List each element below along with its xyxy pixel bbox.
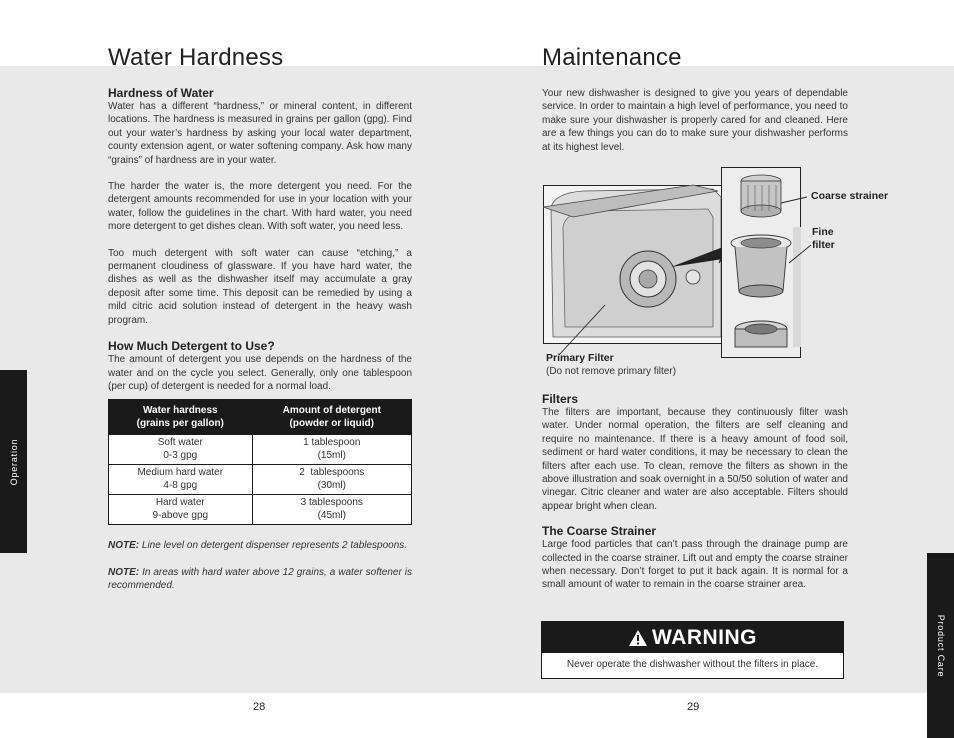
header-text: Amount of detergent bbox=[282, 405, 381, 417]
detergent-table bbox=[108, 399, 412, 525]
cell-text: 3 tablespoons bbox=[300, 497, 363, 509]
figure-label-text: Fine bbox=[812, 226, 834, 238]
cell-text: 1 tablespoon bbox=[303, 437, 361, 449]
header-text: (grains per gallon) bbox=[136, 418, 224, 430]
table-cell bbox=[252, 435, 411, 465]
detergent-cap-icon bbox=[686, 270, 700, 284]
table-row bbox=[109, 435, 412, 465]
figure-label-fine-filter bbox=[812, 226, 835, 252]
cell-text: (30ml) bbox=[317, 479, 346, 491]
table-row bbox=[109, 495, 412, 525]
note-text: In areas with hard water above 12 grains, a water softener is recommended. bbox=[108, 566, 412, 592]
note-line-level bbox=[108, 539, 412, 552]
warning-header bbox=[542, 622, 843, 653]
cell-text: (15ml) bbox=[317, 449, 346, 461]
paragraph-hardness-1: Water has a different “hardness,” or mineral content, in different locations. The hardness is measured in grains per gallon (gpg). Find out your water’s hardness by asking your local water department, county extension agent, or water softening company. Ask how many “grains” of hardness are in your water. bbox=[108, 101, 412, 166]
warning-triangle-icon bbox=[628, 629, 648, 647]
note-water-softener bbox=[108, 566, 412, 593]
heading-how-much-detergent: How Much Detergent to Use? bbox=[108, 339, 275, 354]
page-number-left: 28 bbox=[253, 701, 266, 713]
paragraph-hardness-2: The harder the water is, the more detergent you need. For the detergent amounts recommended for use in your location with your water, follow the guidelines in the chart. With hard water, you need more detergent to get dishes clean. With soft water, you need less. bbox=[108, 181, 412, 233]
cell-text: Medium hard water bbox=[137, 467, 224, 479]
paragraph-hardness-3: Too much detergent with soft water can cause “etching,” a permanent cloudiness of glassware. If you have hard water, the dishes as well as the dishwasher itself may accumulate a gray deposit after some time. This deposit can be remedied by using a mild citric acid solution instead of detergent in the heavy wash program. bbox=[108, 247, 412, 326]
side-tab-operation[interactable] bbox=[0, 370, 27, 553]
cell-text: 4-8 gpg bbox=[163, 479, 198, 491]
side-tab-label: Operation bbox=[8, 438, 19, 485]
figure-label-text: filter bbox=[812, 239, 835, 251]
coarse-strainer-icon bbox=[741, 175, 781, 217]
paragraph-coarse-strainer: Large food particles that can’t pass through the drainage pump are collected in the coarse strainer. Lift out and empty the coarse strainer when necessary. Don’t forget to put it back again. It is normal for a small amount of water to remain in the coarse strainer area. bbox=[542, 539, 848, 591]
right-column bbox=[542, 86, 848, 167]
filter-seat-icon bbox=[735, 321, 787, 347]
coarse-strainer-seat bbox=[639, 270, 657, 288]
page-title-maintenance: Maintenance bbox=[542, 44, 682, 71]
note-text: Line level on detergent dispenser represents 2 tablespoons. bbox=[139, 540, 408, 552]
table-header-cell bbox=[109, 400, 253, 435]
cell-text: 2 tablespoons bbox=[299, 467, 365, 479]
page-title-water-hardness: Water Hardness bbox=[108, 44, 284, 71]
table-cell bbox=[109, 435, 253, 465]
header-text: Water hardness bbox=[142, 405, 218, 417]
table-row bbox=[109, 465, 412, 495]
paragraph-filters: The filters are important, because they continuously filter wash water. Under normal operation, the filters are self cleaning and require no maintenance. If there is a heavy amount of food soil, sediment or hard water conditions, it may be necessary to clean the filters after each use. To clean, remove the filters as shown in the above illustration and soak overnight in a 50/50 solution of water and vinegar. Citric cleaner and water are also acceptable. Filters should appear bright when clean. bbox=[542, 407, 848, 512]
fine-filter-icon bbox=[731, 235, 791, 297]
table-cell bbox=[252, 495, 411, 525]
header-text: (powder or liquid) bbox=[289, 418, 374, 430]
warning-message: Never operate the dishwasher without the filters in place. bbox=[566, 659, 819, 670]
warning-box bbox=[541, 621, 844, 679]
right-column-lower bbox=[542, 392, 848, 605]
table-header-row bbox=[109, 400, 412, 435]
note-label: NOTE: bbox=[108, 540, 140, 552]
figure-label-primary-filter-note: (Do not remove primary filter) bbox=[546, 366, 677, 377]
inset-edge bbox=[793, 227, 801, 347]
table-cell bbox=[109, 495, 253, 525]
figure-label-primary-filter: Primary Filter bbox=[546, 352, 614, 364]
paragraph-detergent: The amount of detergent you use depends on the hardness of the water and on the cycle you select. Generally, only one tablespoon (per cup) of detergent is needed for a normal load. bbox=[108, 354, 412, 392]
cell-text: 0-3 gpg bbox=[163, 449, 198, 461]
cell-text: 9-above gpg bbox=[152, 509, 209, 521]
figure-label-coarse-strainer: Coarse strainer bbox=[811, 190, 889, 202]
table-header-cell bbox=[252, 400, 411, 435]
warning-title: WARNING bbox=[652, 625, 757, 649]
table-cell bbox=[109, 465, 253, 495]
page-number-right: 29 bbox=[687, 701, 700, 713]
table-cell bbox=[252, 465, 411, 495]
cell-text: Hard water bbox=[155, 497, 205, 509]
heading-filters: Filters bbox=[542, 392, 579, 406]
heading-coarse-strainer: The Coarse Strainer bbox=[542, 524, 657, 539]
side-tab-label: Product Care bbox=[935, 614, 946, 677]
heading-hardness-of-water: Hardness of Water bbox=[108, 86, 214, 100]
cell-text: (45ml) bbox=[317, 509, 346, 521]
side-tab-product-care[interactable] bbox=[927, 553, 954, 738]
cell-text: Soft water bbox=[157, 437, 203, 449]
paragraph-maintenance-intro: Your new dishwasher is designed to give you years of dependable service. In order to maintain a high level of performance, you need to make sure your dishwasher is properly cared for and cleaned. Here are a few things you can do to make sure your dishwasher performs at its highest level. bbox=[542, 88, 848, 153]
left-column bbox=[108, 86, 412, 606]
note-label: NOTE: bbox=[108, 566, 140, 578]
